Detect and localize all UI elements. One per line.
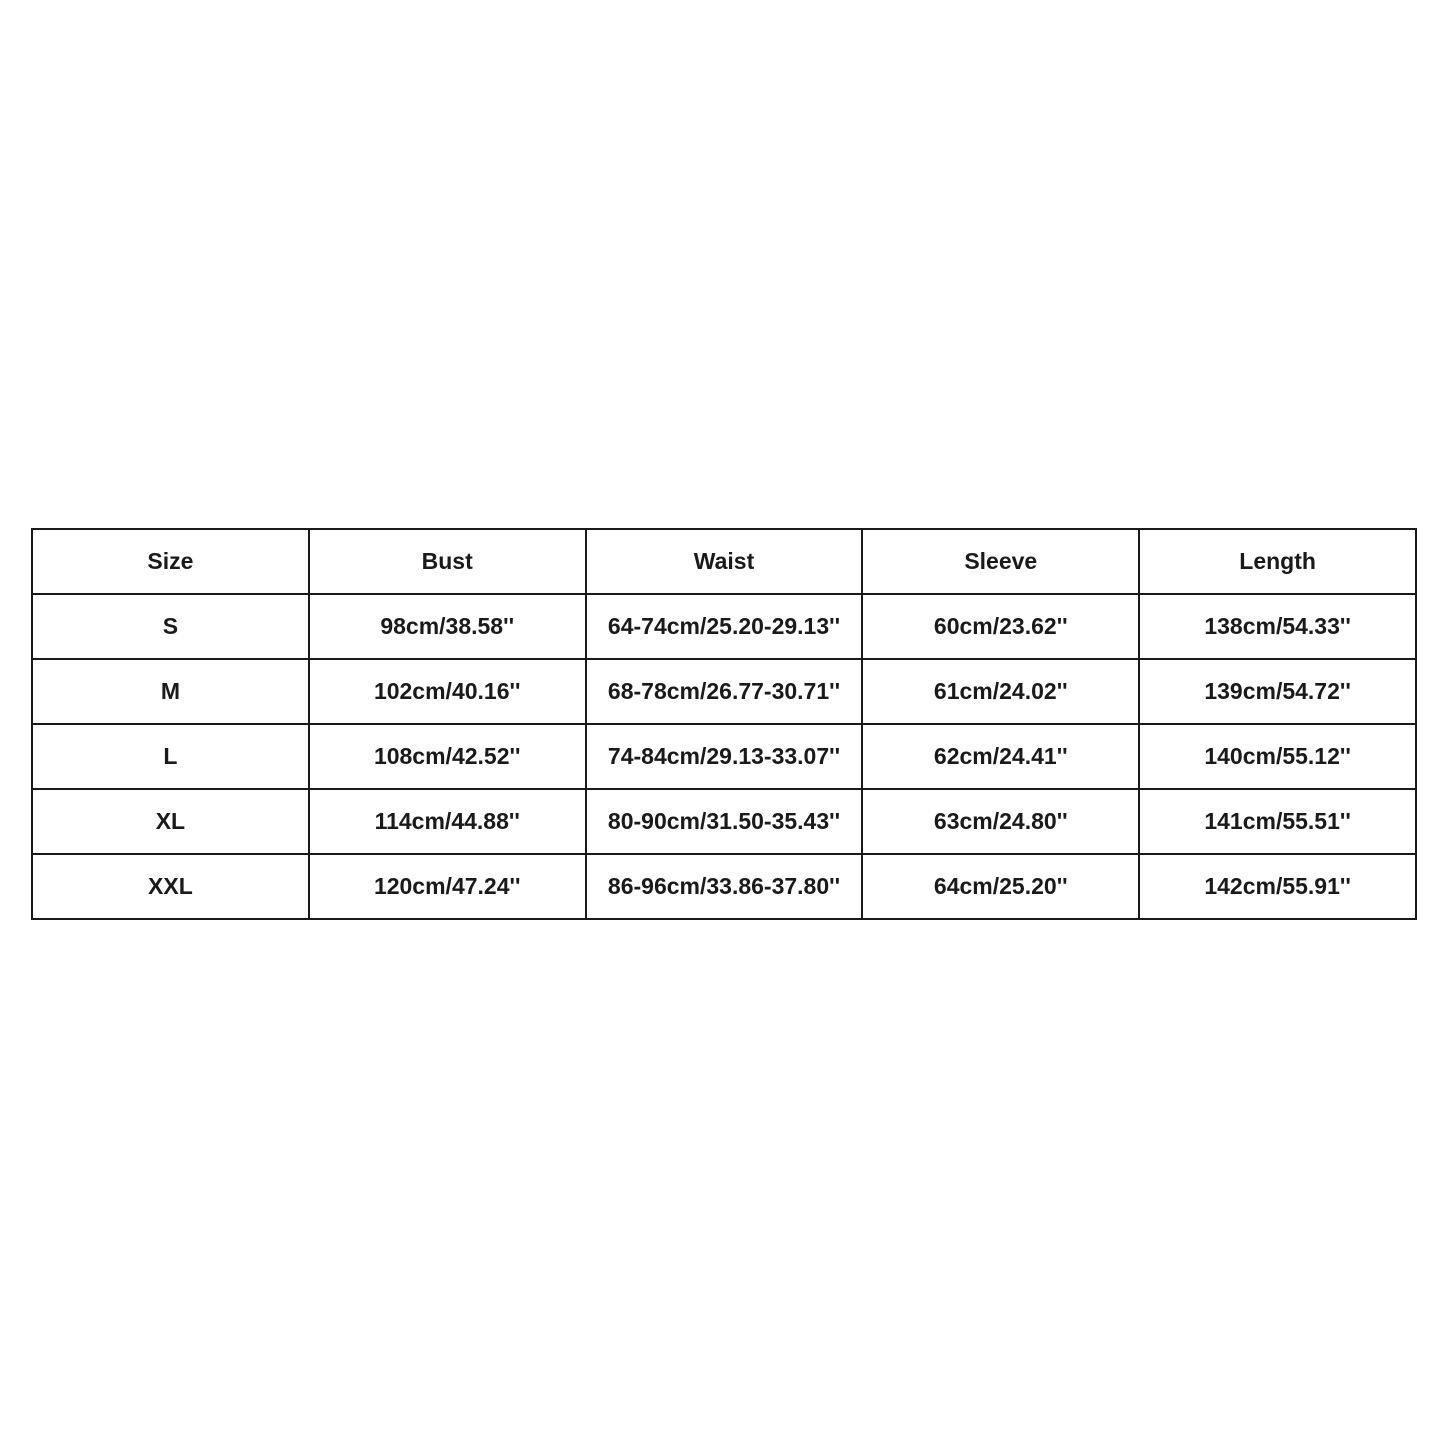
table-row xyxy=(32,724,1416,789)
sleeve-cell: 62cm/24.41'' xyxy=(862,724,1139,789)
table-header-row xyxy=(32,529,1416,594)
waist-cell: 80-90cm/31.50-35.43'' xyxy=(586,789,863,854)
sleeve-cell: 61cm/24.02'' xyxy=(862,659,1139,724)
bust-cell: 98cm/38.58'' xyxy=(309,594,586,659)
sleeve-cell: 63cm/24.80'' xyxy=(862,789,1139,854)
table-row xyxy=(32,789,1416,854)
length-cell: 140cm/55.12'' xyxy=(1139,724,1416,789)
size-chart-table xyxy=(31,528,1417,920)
table-row xyxy=(32,594,1416,659)
column-header-waist: Waist xyxy=(586,529,863,594)
sleeve-cell: 64cm/25.20'' xyxy=(862,854,1139,919)
size-cell: XL xyxy=(32,789,309,854)
column-header-bust: Bust xyxy=(309,529,586,594)
column-header-sleeve: Sleeve xyxy=(862,529,1139,594)
length-cell: 142cm/55.91'' xyxy=(1139,854,1416,919)
bust-cell: 108cm/42.52'' xyxy=(309,724,586,789)
size-cell: S xyxy=(32,594,309,659)
size-cell: XXL xyxy=(32,854,309,919)
length-cell: 139cm/54.72'' xyxy=(1139,659,1416,724)
column-header-length: Length xyxy=(1139,529,1416,594)
waist-cell: 68-78cm/26.77-30.71'' xyxy=(586,659,863,724)
waist-cell: 64-74cm/25.20-29.13'' xyxy=(586,594,863,659)
waist-cell: 86-96cm/33.86-37.80'' xyxy=(586,854,863,919)
table-row xyxy=(32,854,1416,919)
column-header-size: Size xyxy=(32,529,309,594)
sleeve-cell: 60cm/23.62'' xyxy=(862,594,1139,659)
length-cell: 138cm/54.33'' xyxy=(1139,594,1416,659)
bust-cell: 102cm/40.16'' xyxy=(309,659,586,724)
bust-cell: 120cm/47.24'' xyxy=(309,854,586,919)
bust-cell: 114cm/44.88'' xyxy=(309,789,586,854)
waist-cell: 74-84cm/29.13-33.07'' xyxy=(586,724,863,789)
size-cell: M xyxy=(32,659,309,724)
size-cell: L xyxy=(32,724,309,789)
table-row xyxy=(32,659,1416,724)
length-cell: 141cm/55.51'' xyxy=(1139,789,1416,854)
